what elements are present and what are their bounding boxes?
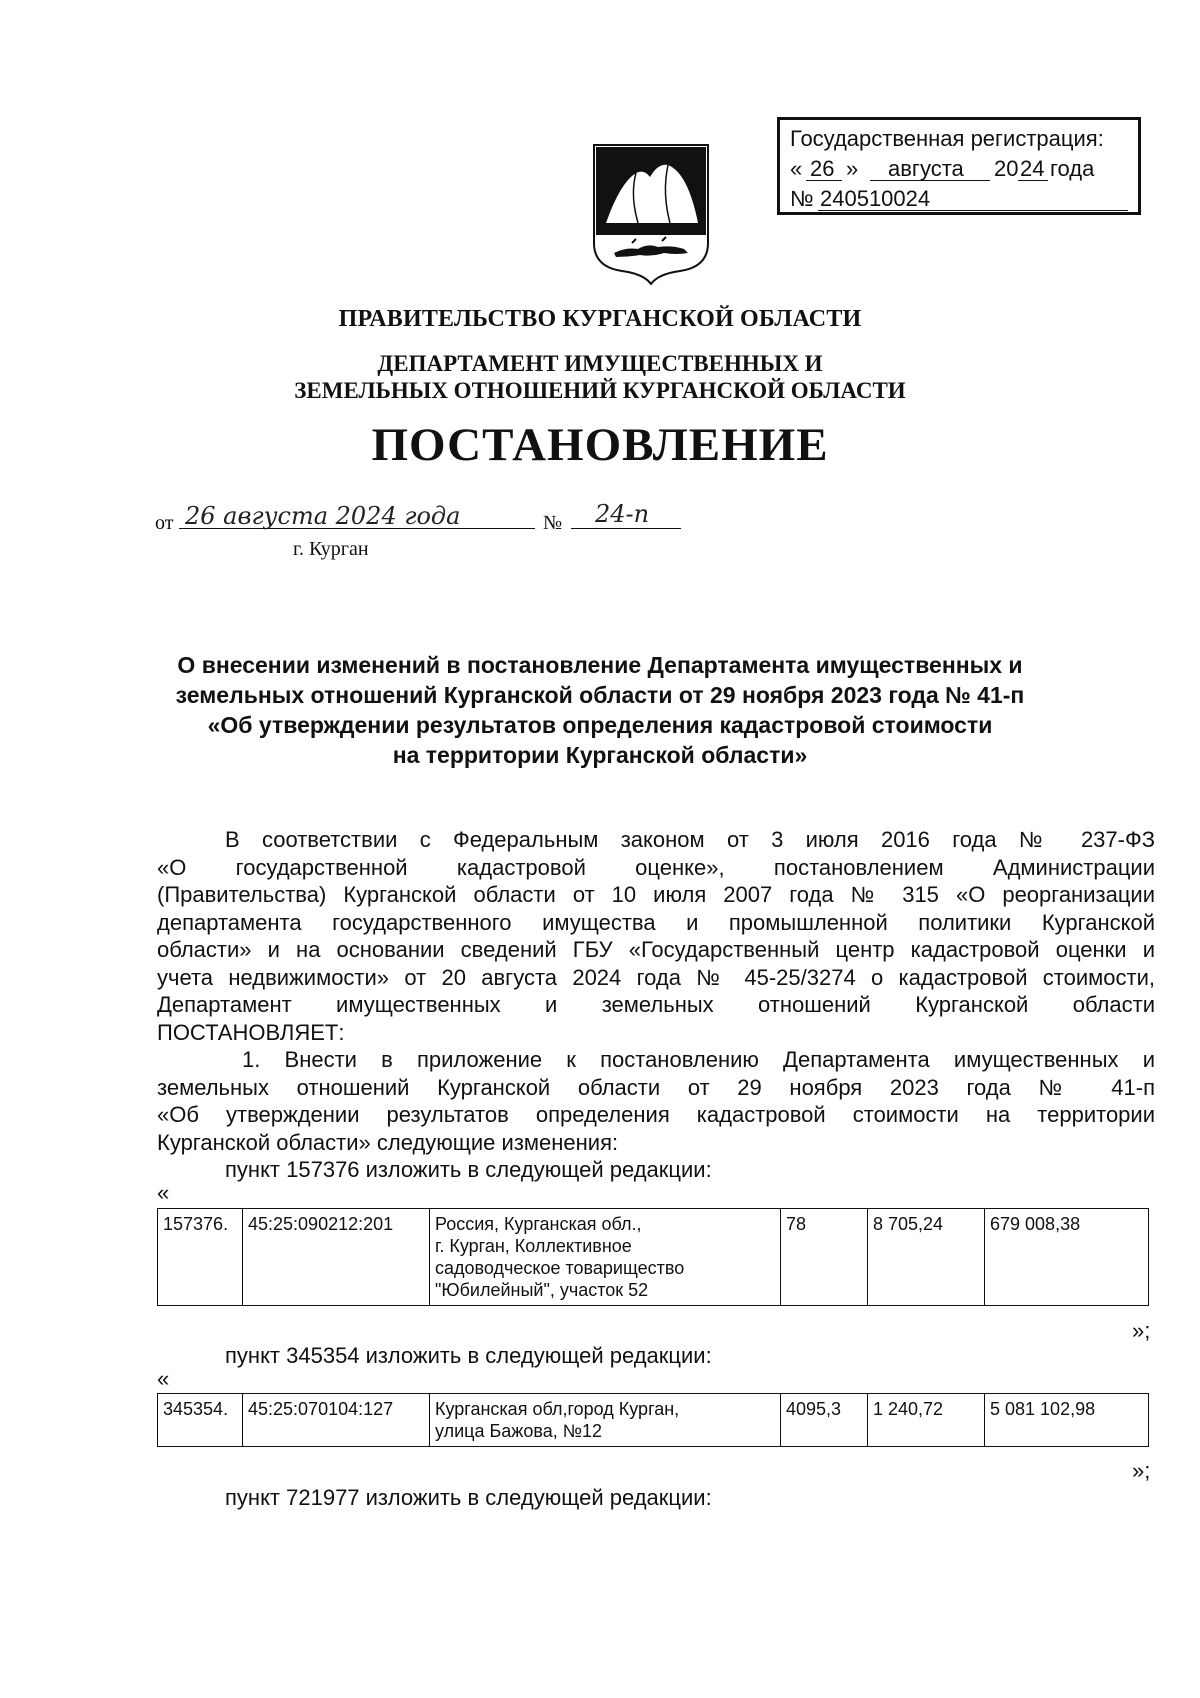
document-title-line2: земельных отношений Курганской области от 29 ноября 2023 года № 41-п bbox=[175, 682, 1025, 708]
registration-month: августа bbox=[888, 156, 964, 181]
cell-area: 78 bbox=[781, 1209, 868, 1306]
preamble-line: департамента государственного имущества и промышленной политики Курганской bbox=[157, 909, 1155, 935]
issue-number-underline bbox=[571, 528, 681, 529]
document-title-line3: «Об утверждении результатов определения кадастровой стоимости bbox=[207, 712, 993, 738]
preamble-paragraph bbox=[157, 826, 1155, 1046]
clause1-quote-open: « bbox=[157, 1180, 170, 1205]
issue-date-underline bbox=[179, 528, 535, 529]
registration-date-row bbox=[790, 154, 1128, 184]
cell-rate: 8 705,24 bbox=[868, 1209, 985, 1306]
clause2-intro-text: пункт 345354 изложить в следующей редакции: bbox=[225, 1343, 712, 1368]
clause2-quote-close: »; bbox=[1132, 1458, 1151, 1483]
issue-number-handwritten: 24-п bbox=[595, 500, 650, 528]
clause3-intro-text: пункт 721977 изложить в следующей редакции: bbox=[225, 1485, 712, 1510]
clause2-quote-open: « bbox=[157, 1366, 170, 1391]
document-title-line1: О внесении изменений в постановление Департамента имущественных и bbox=[177, 652, 1023, 678]
registration-number-underline bbox=[818, 184, 1128, 211]
preamble-line: «О государственной кадастровой оценке», постановлением Администрации bbox=[157, 854, 1155, 880]
cell-address-line: садоводческое товарищество bbox=[435, 1258, 685, 1278]
item1-paragraph bbox=[157, 1046, 1155, 1156]
cell-num: 345354. bbox=[158, 1394, 243, 1447]
cell-cadastral: 45:25:090212:201 bbox=[243, 1209, 430, 1306]
clause2-table bbox=[157, 1393, 1149, 1447]
item1-line: земельных отношений Курганской области от 29 ноября 2023 года № 41-п bbox=[157, 1074, 1155, 1100]
registration-year-prefix: 20 bbox=[994, 156, 1019, 181]
item1-last-line: Курганской области» следующие изменения: bbox=[157, 1129, 619, 1155]
preamble-line: (Правительства) Курганской области от 10 июля 2007 года № 315 «О реорганизации bbox=[157, 882, 1155, 907]
registration-day-close: » bbox=[846, 156, 859, 181]
government-heading: ПРАВИТЕЛЬСТВО КУРГАНСКОЙ ОБЛАСТИ bbox=[338, 306, 862, 332]
clause3-intro bbox=[157, 1484, 1155, 1512]
department-heading-line1: ДЕПАРТАМЕНТ ИМУЩЕСТВЕННЫХ И bbox=[377, 351, 823, 376]
document-type-heading: ПОСТАНОВЛЕНИЕ bbox=[371, 419, 829, 471]
registration-stamp bbox=[777, 117, 1141, 215]
issue-date-handwritten: 26 августа 2024 года bbox=[185, 502, 461, 530]
cell-address-line: Россия, Курганская обл., bbox=[435, 1214, 642, 1234]
registration-year-suffix: 24 bbox=[1020, 156, 1045, 181]
department-heading-line2: ЗЕМЕЛЬНЫХ ОТНОШЕНИЙ КУРГАНСКОЙ ОБЛАСТИ bbox=[294, 378, 906, 403]
cell-value: 679 008,38 bbox=[985, 1209, 1149, 1306]
registration-month-underline bbox=[870, 154, 990, 181]
registration-number-label: № bbox=[790, 186, 814, 211]
cell-cadastral: 45:25:070104:127 bbox=[243, 1394, 430, 1447]
cell-rate: 1 240,72 bbox=[868, 1394, 985, 1447]
coat-of-arms-icon bbox=[592, 143, 710, 285]
preamble-line: учета недвижимости» от 20 августа 2024 года № 45-25/3274 о кадастровой стоимости, bbox=[157, 964, 1155, 990]
registration-number-row bbox=[790, 184, 1128, 214]
cell-address-line: Курганская обл,город Курган, bbox=[435, 1399, 680, 1419]
cell-value: 5 081 102,98 bbox=[985, 1394, 1149, 1447]
clause1-quote-close: »; bbox=[1132, 1318, 1151, 1343]
cell-address-line: г. Курган, Коллективное bbox=[435, 1236, 632, 1256]
table-row bbox=[158, 1209, 1149, 1306]
registration-title: Государственная регистрация: bbox=[790, 126, 1104, 151]
preamble-line: В соответствии с Федеральным законом от 3 июля 2016 года № 237-ФЗ bbox=[225, 827, 1155, 852]
clause1-table bbox=[157, 1208, 1149, 1306]
table-row bbox=[158, 1394, 1149, 1447]
registration-day-open: « bbox=[790, 156, 803, 181]
preamble-line: Департамент имущественных и земельных отношений Курганской области bbox=[157, 992, 1155, 1017]
registration-year-underline bbox=[1018, 154, 1048, 181]
item1-line: 1. Внести в приложение к постановлению Департамента имущественных и bbox=[242, 1047, 1155, 1072]
clause2-intro bbox=[157, 1342, 1155, 1370]
cell-area: 4095,3 bbox=[781, 1394, 868, 1447]
issue-number-label: № bbox=[543, 512, 563, 534]
cell-address bbox=[430, 1209, 781, 1306]
cell-address-line: "Юбилейный", участок 52 bbox=[435, 1280, 649, 1300]
registration-number: 240510024 bbox=[820, 186, 931, 211]
registration-day: 26 bbox=[810, 156, 835, 181]
item1-line: «Об утверждении результатов определения кадастровой стоимости на территории bbox=[157, 1102, 1155, 1127]
clause1-intro-text: пункт 157376 изложить в следующей редакции: bbox=[225, 1157, 712, 1182]
registration-title-row bbox=[790, 124, 1128, 154]
registration-year-word: года bbox=[1050, 156, 1095, 181]
issue-city: г. Курган bbox=[293, 538, 369, 560]
registration-day-underline bbox=[806, 154, 842, 181]
document-title-line4: на территории Курганской области» bbox=[392, 742, 808, 768]
clause1-intro bbox=[157, 1156, 1155, 1184]
cell-num: 157376. bbox=[158, 1209, 243, 1306]
cell-address-line: улица Бажова, №12 bbox=[435, 1421, 603, 1441]
preamble-line: области» и на основании сведений ГБУ «Государственный центр кадастровой оценки и bbox=[157, 937, 1155, 962]
issue-from-label: от bbox=[155, 512, 174, 534]
document-title bbox=[0, 650, 1200, 770]
cell-address bbox=[430, 1394, 781, 1447]
preamble-resolves: ПОСТАНОВЛЯЕТ: bbox=[157, 1019, 345, 1045]
